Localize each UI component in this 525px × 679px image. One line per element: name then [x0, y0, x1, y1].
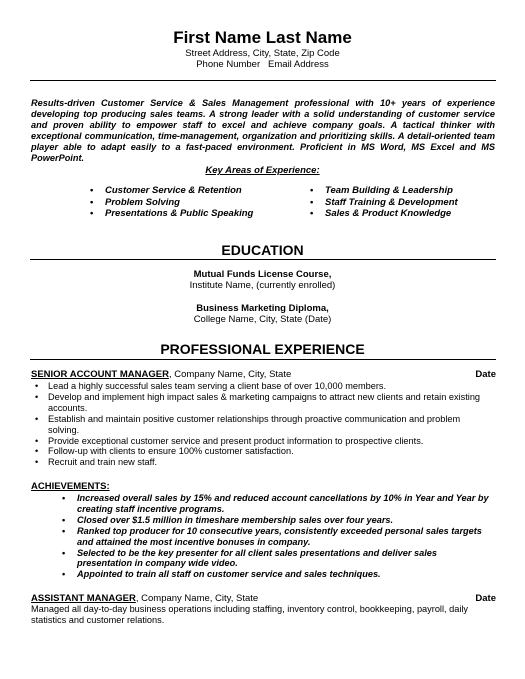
education-title: Mutual Funds License Course,: [193, 269, 332, 280]
key-area-item: • Presentations & Public Speaking: [90, 208, 253, 220]
job-company: , Company Name, City, State: [135, 593, 259, 604]
education-entry: [0, 269, 525, 291]
education-divider: [30, 259, 496, 260]
key-area-item: • Customer Service & Retention: [90, 185, 253, 197]
header-divider: [30, 80, 496, 81]
street-address: Street Address, City, State, Zip Code: [185, 48, 340, 59]
education-heading: EDUCATION: [221, 242, 304, 258]
achievement-item: • Increased overall sales by 15% and reduced account cancellations by 10% in Year and Year by creating staff incentive programs.: [62, 493, 492, 515]
job-duties-list: [35, 381, 490, 468]
achievements-heading: ACHIEVEMENTS:: [31, 481, 110, 492]
job-date: Date: [475, 369, 496, 380]
experience-divider: [30, 359, 496, 360]
key-area-item: • Staff Training & Development: [310, 197, 458, 209]
job-description: Managed all day-to-day business operations including staffing, inventory control, bookkeeping, payroll, daily statistics and customer relations.: [31, 604, 469, 625]
key-areas-heading: Key Areas of Experience:: [205, 165, 320, 176]
professional-summary: Results-driven Customer Service & Sales Management professional with 10+ years of experience developing top producing sales teams. A strong leader with a solid understanding of customer service and proven ability to empower staff to excel and achieve company goals. A tactical thinker with exceptional communication, time-management, organization and prioritizing skills. A detail-oriented team player able to adapt easily to a fast-paced environment. Proficient in MS Word, MS Excel and MS PowerPoint.: [31, 98, 495, 163]
duty-item: • Follow-up with clients to ensure 100% customer satisfaction.: [35, 446, 490, 457]
key-areas-right-list: [310, 185, 458, 220]
achievements-list: [62, 493, 492, 580]
achievement-item: • Closed over $1.5 million in timeshare membership sales over four years.: [62, 515, 492, 526]
achievement-item: • Ranked top producer for 10 consecutive years, consistently exceeded personal sales targets and attained the most incentive bonuses in company.: [62, 526, 492, 548]
achievement-item: • Selected to be the key presenter for all client sales presentations and deliver sales presentation in company wide video.: [62, 548, 492, 570]
job-heading: [31, 369, 496, 380]
job-company: , Company Name, City, State: [168, 369, 292, 380]
duty-item: • Lead a highly successful sales team serving a client base of over 10,000 members.: [35, 381, 490, 392]
key-area-item: • Problem Solving: [90, 197, 253, 209]
duty-item: • Develop and implement high impact sales & marketing campaigns to attract new clients and retain existing accounts.: [35, 392, 490, 414]
key-areas-left-list: [90, 185, 253, 220]
education-title: Business Marketing Diploma,: [196, 303, 329, 314]
job-date: Date: [475, 593, 496, 604]
achievement-item: • Appointed to train all staff on customer service and sales techniques.: [62, 569, 492, 580]
education-detail: Institute Name, (currently enrolled): [189, 280, 336, 291]
job-title: SENIOR ACCOUNT MANAGER: [31, 369, 169, 380]
experience-heading: PROFESSIONAL EXPERIENCE: [160, 341, 365, 357]
duty-item: • Establish and maintain positive customer relationships through proactive communication and problem solving.: [35, 414, 490, 436]
candidate-name: First Name Last Name: [173, 28, 352, 47]
job-heading: [31, 593, 496, 604]
job-title: ASSISTANT MANAGER: [31, 593, 136, 604]
phone-email: Phone Number Email Address: [196, 59, 329, 70]
duty-item: • Recruit and train new staff.: [35, 457, 490, 468]
education-entry: [0, 303, 525, 325]
education-detail: College Name, City, State (Date): [193, 314, 332, 325]
key-area-item: • Sales & Product Knowledge: [310, 208, 458, 220]
duty-item: • Provide exceptional customer service and present product information to prospective clients.: [35, 436, 490, 447]
key-area-item: • Team Building & Leadership: [310, 185, 458, 197]
